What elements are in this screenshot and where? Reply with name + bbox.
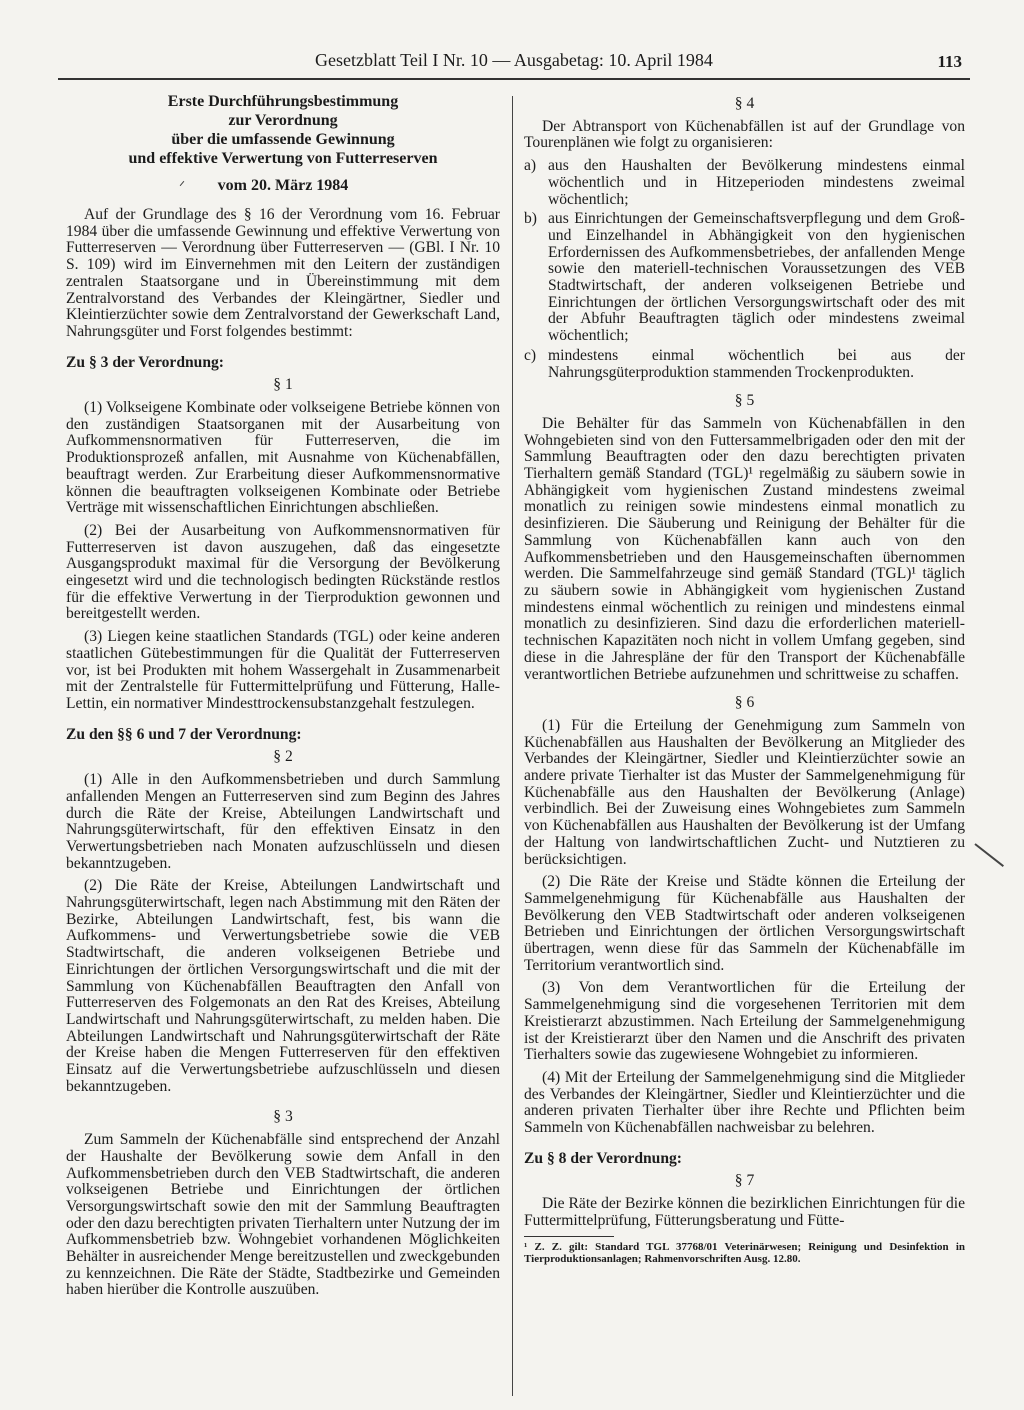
list-text: aus Einrichtungen der Gemeinschaftsverpflegung und dem Groß- und Einzelhandel in Abhängigkeit von den hygienischen Erfordernissen des Aufkommensbetriebes, der anfallenden Menge sowie den materiell-technischen Voraussetzungen des VEB Stadtwirtschaft, der anderen volkseigenen Betriebe und Einrichtungen der örtlichen Versorgungswirtschaft oder des mit der Abfuhr Beauftragten täglich oder mindestens zweimal wöchentlich; <box>548 210 965 345</box>
paragraph-text: Die Behälter für das Sammeln von Küchenabfällen in den Wohngebieten sind von den Futtersammelbrigaden oder den mit der Sammlung Beauftragten oder den dazu berechtigten privaten Tierhaltern gemäß Standard (TGL)¹ regelmäßig zu säubern sowie in Abhängigkeit vom hygienischen Zustand mindestens zweimal monatlich zu reinigen sowie mindestens einmal monatlich zu desinfizieren. Die Säuberung und Reinigung der Behälter für die Sammlung von Küchenabfällen kann auch von den Aufkommensbetrieben und den Hausgemeinschaften übernommen werden. Die Sammelfahrzeuge sind gemäß Standard (TGL)¹ täglich zu säubern sowie in Abhängigkeit vom hygienischen Zustand mindestens einmal wöchentlich zu reinigen und mindestens einmal monatlich zu desinfizieren. Sind dazu die erforderlichen materiell-technischen Kapazitäten noch nicht in vollem Umfang gegeben, sind diese in die Jahrespläne der für den Transport der Küchenabfälle verantwortlichen Betriebe aufzunehmen und schrittweise zu schaffen. <box>524 414 965 683</box>
paragraph-text: (3) Liegen keine staatlichen Standards (TGL) oder keine anderen staatlichen Gütebestimmungen für die Qualität der Futterreserven vor, ist bei Produkten mit hohem Wassergehalt in Zusammenarbeit mit der Zentralstelle für Futtermittelprüfung und Fütterung, Halle-Lettin, ein normativer Mindesttrockensubstanzgehalt festzulegen. <box>66 628 500 712</box>
paragraph-number: § 5 <box>734 392 755 410</box>
list-label: a) <box>524 157 537 175</box>
paragraph-number: § 2 <box>273 748 293 766</box>
list-text: aus den Haushalten der Bevölkerung mindestens einmal wöchentlich und in Hitzeperioden mindestens zweimal wöchentlich; <box>548 157 965 208</box>
page-header <box>50 50 970 78</box>
page-number: 113 <box>937 52 962 71</box>
paragraph-text: (1) Alle in den Aufkommensbetrieben und durch Sammlung anfallenden Mengen an Futterreserven sind zum Beginn des Jahres durch die Räte der Kreise, Abteilungen Landwirtschaft und Nahrungsgüterwirtschaft, für den effektiven Einsatz in den Verwertungsbetrieben nach Monaten aufzuschlüsseln und diesen bekanntzugeben. <box>66 771 500 872</box>
paragraph-text: (1) Für die Erteilung der Genehmigung zum Sammeln von Küchenabfällen aus Haushalten der Bevölkerung an Mitglieder des Verbandes der Kleingärtner, Siedler und Kleintierzüchter sowie an andere private Tierhalter ist das Muster der Sammelgenehmigung für Küchenabfälle aus den Haushalten der Bevölkerung (Anlage) verbindlich. Bei der Zuweisung eines Wohngebietes zum Sammeln von Küchenabfällen aus Haushalten der Bevölkerung ist der Umfang der Haltung von landwirtschaftlichen Zucht- und Nutztieren zu berücksichtigen. <box>524 716 965 868</box>
paragraph-text: Der Abtransport von Küchenabfällen ist auf der Grundlage von Tourenplänen wie folgt zu organisieren: <box>524 117 965 152</box>
title-line: und effektive Verwertung von Futterreserven <box>128 150 438 167</box>
title-line: zur Verordnung <box>228 112 338 129</box>
gazette-title: Gesetzblatt Teil I Nr. 10 — Ausgabetag: 10. April 1984 <box>315 50 713 70</box>
section-heading: Zu § 8 der Verordnung: <box>524 1149 683 1167</box>
footnote-rule <box>524 1236 614 1237</box>
paragraph-number: § 1 <box>273 376 293 394</box>
section-heading: Zu § 3 der Verordnung: <box>66 353 225 371</box>
paragraph-text: Zum Sammeln der Küchenabfälle sind entsprechend der Anzahl der Haushalte der Bevölkerung sowie dem Anfall in den Aufkommensbetrieben durch den VEB Stadtwirtschaft, die anderen volkseigenen Betriebe und Einrichtungen der örtlichen Versorgungswirtschaft sowie den mit der Sammlung Beauftragten oder den dazu berechtigten privaten Tierhaltern unter Nutzung der im Aufkommensbetrieb bzw. Wohngebiet vorhandenen Möglichkeiten Behälter in ausreichender Menge bereitzustellen und zweckgebunden zu kennzeichnen. Die Räte der Städte, Stadtbezirke und Gemeinden haben hierüber die Kontrolle auszuüben. <box>66 1131 500 1299</box>
title-line: über die umfassende Gewinnung <box>171 131 395 148</box>
paragraph-text: (3) Von dem Verantwortlichen für die Erteilung der Sammelgenehmigung sind die vorgesehenen Territorien mit dem Kreistierarzt abzustimmen. Nach Erteilung der Sammelgenehmigung ist der Kreistierarzt über den Namen und die Anschrift des privaten Tierhalters sowie das zugewiesene Wohngebiet zu informieren. <box>524 979 965 1064</box>
paragraph-text: (1) Volkseigene Kombinate oder volkseigene Betriebe können von den zuständigen Staatsorganen mit der Ausarbeitung von Aufkommensnormativen für Futterreserven, die im Produktionsprozeß anfallen, mit Ausnahme von Küchenabfällen, beauftragt werden. Zur Erarbeitung dieser Aufkommensnormative können die beauftragten volkseigenen Kombinate oder Betriebe Verträge mit wissenschaftlichen Einrichtungen abschließen. <box>66 399 500 517</box>
paragraph-text: (4) Mit der Erteilung der Sammelgenehmigung sind die Mitglieder des Verbandes der Kleingärtner, Siedler und Kleintierzüchter und die anderen privaten Tierhalter über ihre Rechte und Pflichten beim Sammeln von Küchenabfällen nachweisbar zu belehren. <box>524 1068 965 1137</box>
section-heading: Zu den §§ 6 und 7 der Verordnung: <box>66 725 302 743</box>
list-label: b) <box>524 210 537 228</box>
right-column <box>524 92 965 1266</box>
list-item <box>524 348 965 381</box>
list-item <box>524 158 965 208</box>
title-date: vom 20. März 1984 <box>217 177 349 194</box>
header-rule <box>58 78 970 80</box>
paragraph-text: (2) Bei der Ausarbeitung von Aufkommensnormativen für Futterreserven ist davon auszugehen, daß das eingesetzte Ausgangsprodukt maximal für die Versorgung der Bevölkerung eingesetzt wird und die technologisch bedingten Rückstände restlos für die effektive Verwertung in der Tierproduktion gewonnen und bereitgestellt werden. <box>66 521 500 623</box>
paragraph-text: Die Räte der Bezirke können die bezirklichen Einrichtungen für die Futtermittelprüfung, Fütterungsberatung und Fütte- <box>524 1195 965 1229</box>
footnote: ¹ Z. Z. gilt: Standard TGL 37768/01 Veterinärwesen; Reinigung und Desinfektion in Tierproduktionsanlagen; Rahmenvorschriften Ausg. 12.80. <box>524 1240 965 1266</box>
paragraph-text: (2) Die Räte der Kreise, Abteilungen Landwirtschaft und Nahrungsgüterwirtschaft, legen nach Abstimmung mit den Räten der Bezirke, Abteilungen Landwirtschaft, fest, bis wann die Aufkommens- und Verwertungsbetriebe sowie die VEB Stadtwirtschaft, die anderen volkseigenen Betriebe und Einrichtungen der örtlichen Versorgungswirtschaft und die mit der Sammlung von Küchenabfällen Beauftragten den Anfall von Futterreserven des Folgemonats an den Rat des Kreises, Abteilung Landwirtschaft und Nahrungsgüterwirtschaft, zu melden haben. Die Abteilungen Landwirtschaft und Nahrungsgüterwirtschaft der Räte der Kreise haben die Mengen Futterreserven für den effektiven Einsatz auf die Verwertungsbetriebe aufzuschlüsseln und diesen bekanntzugeben. <box>66 877 500 1095</box>
paragraph-text: (2) Die Räte der Kreise und Städte können die Erteilung der Sammelgenehmigung für Küchenabfälle aus Haushalten der Bevölkerung den VEB Stadtwirtschaft oder anderen volkseigenen Betrieben und Einrichtungen der örtlichen Versorgungswirtschaft übertragen, wenn diese für das Sammeln der Küchenabfälle im Territorium verantwortlich sind. <box>524 873 965 974</box>
paragraph-number: § 6 <box>734 694 755 712</box>
list-text: mindestens einmal wöchentlich bei aus der Nahrungsgüterproduktion stammenden Trockenprodukten. <box>548 346 965 381</box>
left-column <box>66 92 500 1305</box>
column-divider <box>512 96 513 1396</box>
preamble: Auf der Grundlage des § 16 der Verordnung vom 16. Februar 1984 über die umfassende Gewinnung und effektive Verwertung von Futterreserven — Verordnung über Futterreserven — (GBl. I Nr. 10 S. 109) wird im Einvernehmen mit den Leitern der zuständigen zentralen Staatsorgane und in Übereinstimmung mit dem Zentralvorstand des Verbandes der Kleingärtner, Siedler und Kleintierzüchter sowie dem Zentralvorstand der Gewerkschaft Land, Nahrungsgüter und Forst folgendes bestimmt: <box>66 206 500 340</box>
list-label: c) <box>524 346 537 364</box>
margin-mark <box>974 843 1004 867</box>
title-line: Erste Durchführungsbestimmung <box>167 93 399 110</box>
document-title <box>66 92 500 195</box>
paragraph-number: § 3 <box>273 1108 293 1126</box>
list-item <box>524 211 965 345</box>
paragraph-number: § 4 <box>734 95 755 112</box>
paragraph-number: § 7 <box>734 1172 755 1190</box>
